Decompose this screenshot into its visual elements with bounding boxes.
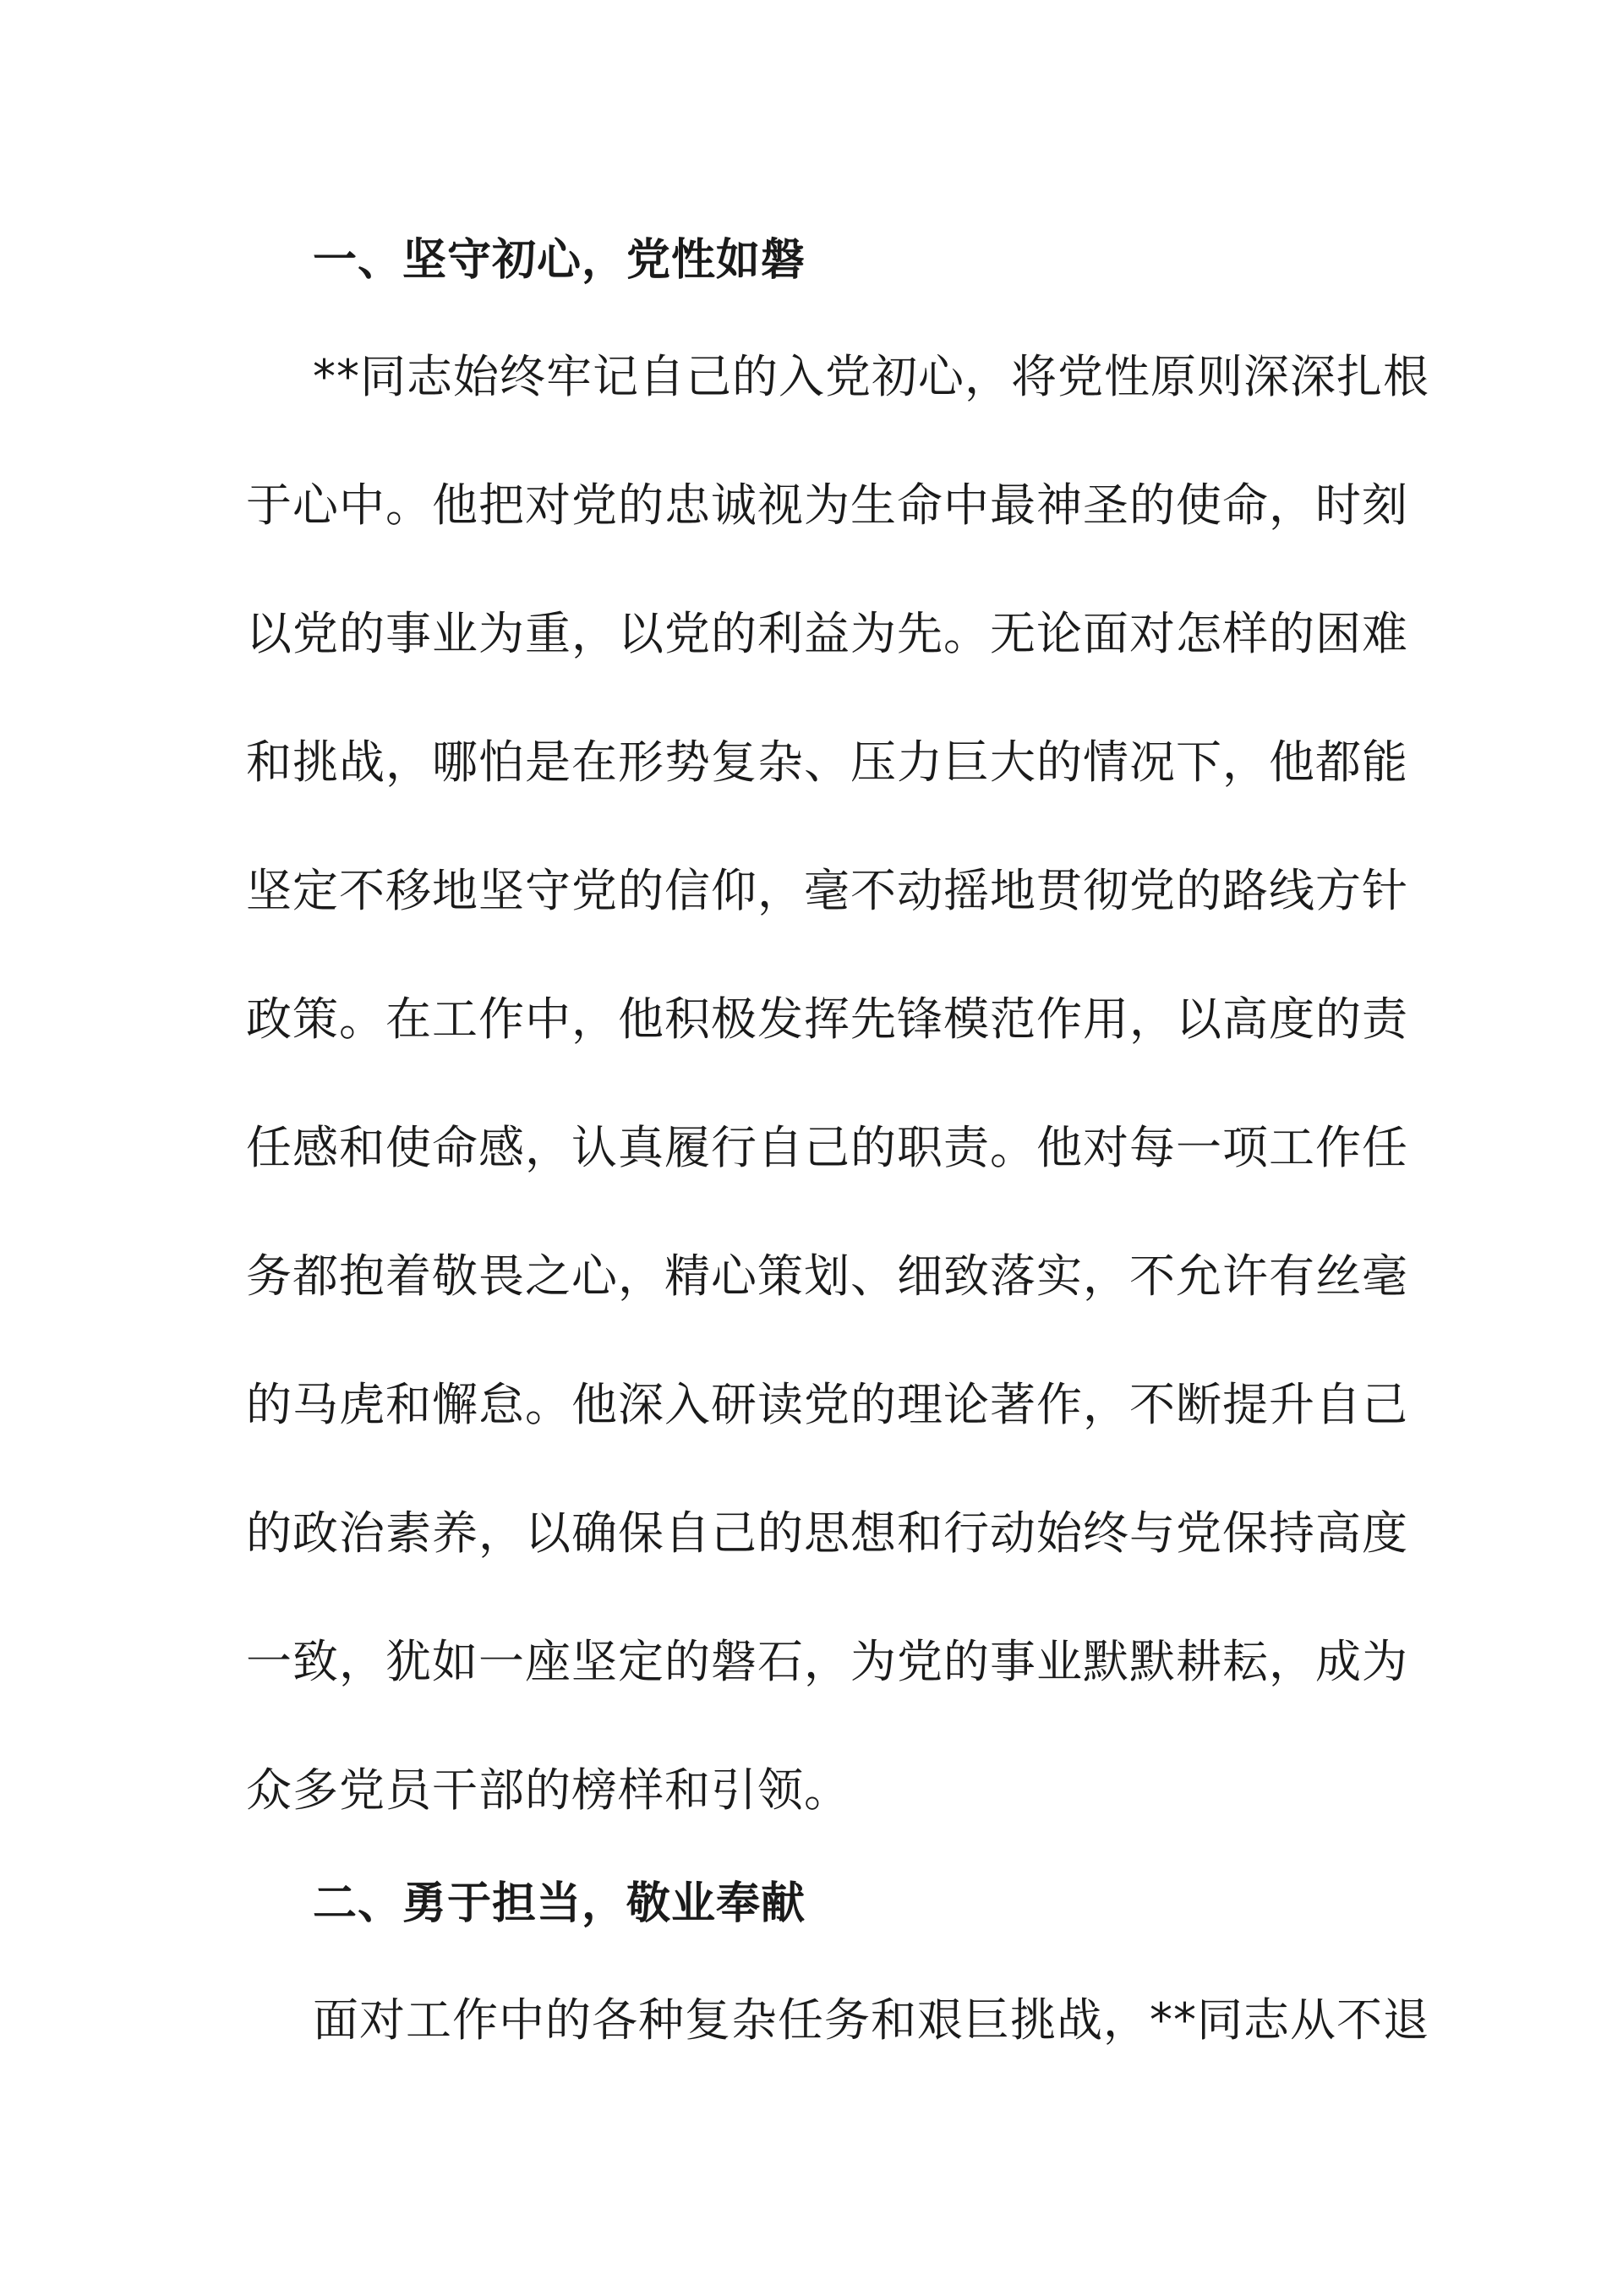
section-1-line-9: 的马虎和懈怠。他深入研读党的理论著作，不断提升自己 (246, 1378, 1408, 1431)
section-1-line-12: 众多党员干部的榜样和引领。 (246, 1763, 850, 1817)
section-1-line-6: 政策。在工作中，他积极发挥先锋模范作用，以高度的责 (246, 992, 1408, 1046)
section-1-line-10: 的政治素养，以确保自己的思想和行动始终与党保持高度 (246, 1506, 1408, 1560)
section-1-line-8: 务都抱着敬畏之心，精心策划、细致落实，不允许有丝毫 (246, 1249, 1408, 1303)
section-1-line-7: 任感和使命感，认真履行自己的职责。他对每一项工作任 (246, 1121, 1408, 1174)
section-2-line-1: 面对工作中的各种复杂任务和艰巨挑战，**同志从不退 (313, 1993, 1429, 2047)
section-1-line-1: **同志始终牢记自己的入党初心，将党性原则深深扎根 (313, 350, 1429, 403)
section-1-line-5: 坚定不移地坚守党的信仰，毫不动摇地贯彻党的路线方针 (246, 864, 1408, 917)
section-1-line-2: 于心中。他把对党的忠诚视为生命中最神圣的使命，时刻 (246, 478, 1408, 532)
section-1-heading: 一、坚守初心，党性如磐 (313, 235, 806, 286)
section-2-heading: 二、勇于担当，敬业奉献 (313, 1878, 806, 1929)
section-1-line-3: 以党的事业为重，以党的利益为先。无论面对怎样的困难 (246, 607, 1408, 660)
section-1-line-11: 一致，犹如一座坚定的磐石，为党的事业默默耕耘，成为 (246, 1635, 1408, 1688)
section-1-line-4: 和挑战，哪怕是在形势复杂、压力巨大的情况下，他都能 (246, 735, 1408, 789)
